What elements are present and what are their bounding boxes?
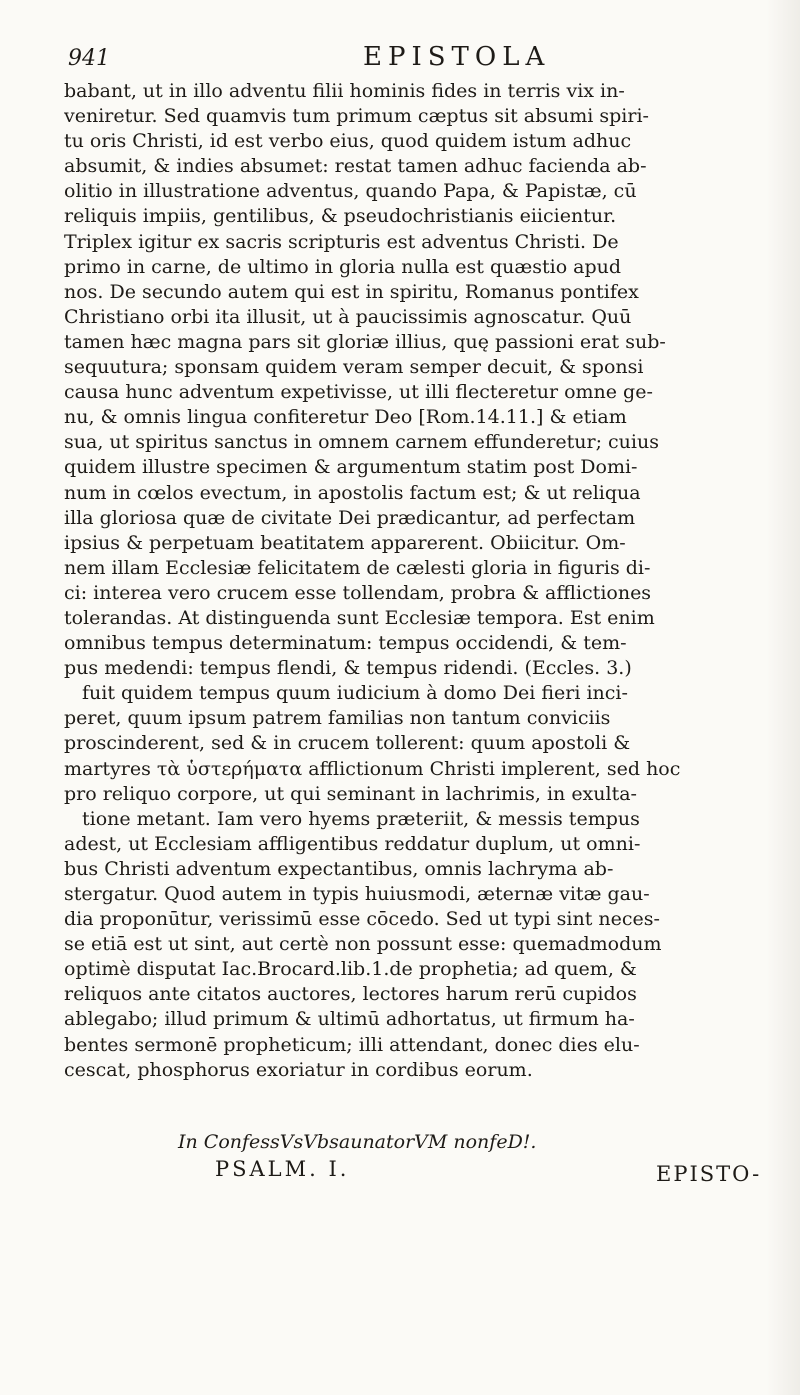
- text-line: fuit quidem tempus quum iudicium à domo Dei fieri inci-: [82, 682, 628, 705]
- text-line: causa hunc adventum expetivisse, ut illi flecteretur omne ge-: [64, 381, 653, 404]
- text-line: olitio in illustratione adventus, quando Papa, & Papistæ, cū: [64, 180, 637, 203]
- text-line: sequutura; sponsam quidem veram semper decuit, & sponsi: [64, 356, 644, 379]
- page-edge-shadow: [766, 0, 800, 1395]
- text-line: tamen hæc magna pars sit gloriæ illius, quę passioni erat sub-: [64, 330, 666, 353]
- text-line: babant, ut in illo adventu filii hominis fides in terris vix in-: [64, 80, 625, 102]
- text-line: tu oris Christi, id est verbo eius, quod quidem istum adhuc: [64, 130, 632, 153]
- text-line: illa gloriosa quæ de civitate Dei prædicantur, ad perfectam: [64, 506, 636, 529]
- text-line: nos. De secundo autem qui est in spiritu, Romanus pontifex: [64, 280, 639, 303]
- text-line: bus Christi adventum expectantibus, omnis lachryma ab-: [64, 857, 614, 880]
- page-header: [68, 42, 758, 76]
- text-line: reliquis impiis, gentilibus, & pseudochristianis eiicientur.: [64, 205, 617, 228]
- text-line: adest, ut Ecclesiam affligentibus reddatur duplum, ut omni-: [64, 832, 641, 855]
- text-line: primo in carne, de ultimo in gloria nulla est quæstio apud: [64, 255, 622, 278]
- catchword: EPISTO-: [656, 1162, 762, 1186]
- text-line: cescat, phosphorus exoriatur in cordibus eorum.: [64, 1058, 533, 1081]
- psalm-heading: PSALM. I.: [215, 1157, 350, 1181]
- text-line: martyres τὰ ὑστερήματα afflictionum Christi implerent, sed hoc: [64, 757, 681, 780]
- text-line: optimè disputat Iac.Brocard.lib.1.de prophetia; ad quem, &: [64, 958, 637, 981]
- text-line: num in cœlos evectum, in apostolis factum est; & ut reliqua: [64, 481, 641, 504]
- text-line: omnibus tempus determinatum: tempus occidendi, & tem-: [64, 632, 627, 655]
- text-line: proscinderent, sed & in crucem tollerent: quum apostoli &: [64, 732, 631, 755]
- text-line: dia proponūtur, verissimū esse cōcedo. Sed ut typi sint neces-: [64, 908, 660, 931]
- text-line: tolerandas. At distinguenda sunt Ecclesiæ tempora. Est enim: [64, 606, 655, 629]
- closing-signature: In ConfessVsVbsaunatorVM nonfeD!.: [178, 1131, 537, 1153]
- text-line: quidem illustre specimen & argumentum statim post Domi-: [64, 456, 638, 479]
- text-line: Christiano orbi ita illusit, ut à paucissimis agnoscatur. Quū: [64, 305, 632, 328]
- text-line: tione metant. Iam vero hyems præteriit, & messis tempus: [82, 807, 640, 830]
- text-line: nu, & omnis lingua confiteretur Deo [Rom.14.11.] & etiam: [64, 406, 627, 429]
- text-line: pus medendi: tempus flendi, & tempus ridendi. (Eccles. 3.): [64, 657, 632, 680]
- text-line: peret, quum ipsum patrem familias non tantum conviciis: [64, 707, 611, 730]
- text-line: absumit, & indies absumet: restat tamen adhuc facienda ab-: [64, 155, 647, 178]
- text-line: ablegabo; illud primum & ultimū adhortatus, ut firmum ha-: [64, 1008, 635, 1031]
- text-line: pro reliquo corpore, ut qui seminant in lachrimis, in exulta-: [64, 782, 637, 805]
- text-line: Triplex igitur ex sacris scripturis est adventus Christi. De: [64, 230, 619, 253]
- running-title: EPISTOLA: [363, 42, 551, 72]
- text-line: nem illam Ecclesiæ felicitatem de cælesti gloria in figuris di-: [64, 556, 651, 579]
- text-line: sua, ut spiritus sanctus in omnem carnem effunderetur; cuius: [64, 431, 659, 454]
- text-line: veniretur. Sed quamvis tum primum cæptus sit absumi spiri-: [64, 105, 649, 128]
- text-line: reliquos ante citatos auctores, lectores harum rerū cupidos: [64, 983, 637, 1006]
- body-text: [64, 79, 762, 1083]
- text-line: stergatur. Quod autem in typis huiusmodi, æternæ vitæ gau-: [64, 883, 650, 905]
- text-line: ci: interea vero crucem esse tollendam, probra & afflictiones: [64, 581, 652, 604]
- page-number: 941: [68, 46, 110, 71]
- text-line: ipsius & perpetuam beatitatem apparerent. Obiicitur. Om-: [64, 531, 626, 554]
- text-line: bentes sermonē propheticum; illi attendant, donec dies elu-: [64, 1033, 640, 1056]
- text-line: se etiā est ut sint, aut certè non possunt esse: quemadmodum: [64, 933, 662, 956]
